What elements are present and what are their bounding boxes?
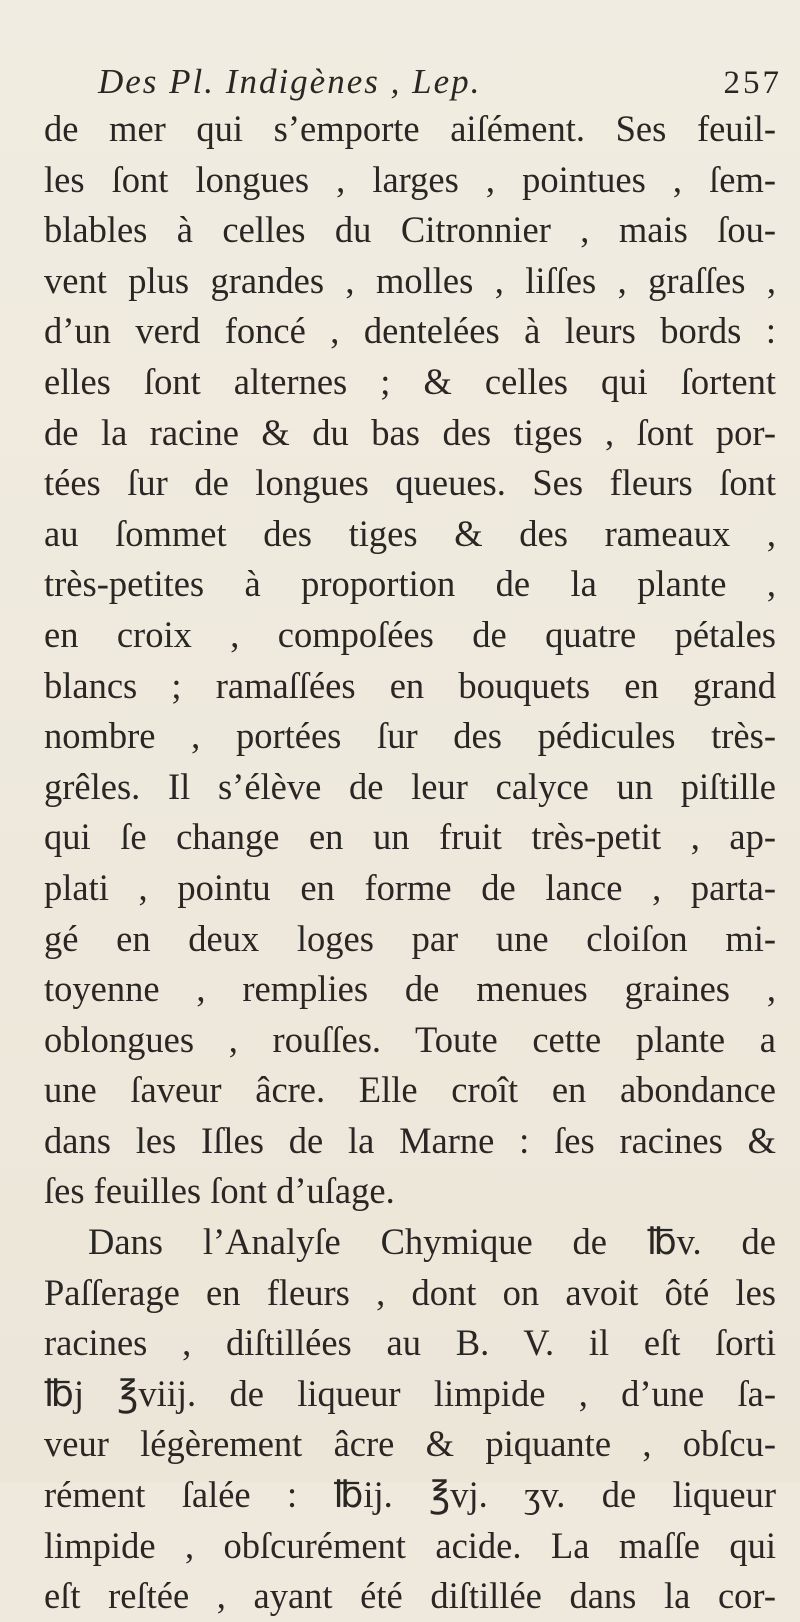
text-line: grêles. Il s’élève de leur calyce un piſtille [44, 765, 776, 807]
page-number: 257 [723, 65, 782, 101]
text-line: d’un verd foncé , dentelées à leurs bords : [44, 310, 776, 352]
text-line: racines , diſtillées au B. V. il eſt ſorti [44, 1322, 776, 1364]
text-line: blancs ; ramaſſées en bouquets en grand [44, 664, 776, 706]
text-line: toyenne , remplies de menues graines , [44, 968, 776, 1010]
text-line: veur légèrement âcre & piquante , obſcu- [44, 1423, 776, 1465]
text-line: une ſaveur âcre. Elle croît en abondance [44, 1069, 776, 1111]
text-line: de mer qui s’emporte aiſément. Ses feuil- [44, 108, 776, 149]
text-line: qui ſe change en un fruit très-petit , ap- [44, 816, 776, 858]
text-line: oblongues , rouſſes. Toute cette plante a [44, 1018, 776, 1060]
text-line: limpide , obſcurément acide. La maſſe qui [44, 1524, 776, 1566]
text-line: au ſommet des tiges & des rameaux , [44, 512, 776, 554]
text-line: dans les Iſles de la Marne : ſes racines & [44, 1119, 776, 1161]
body-text [44, 104, 776, 1622]
running-title: Des Pl. Indigènes , Lep. [98, 62, 482, 101]
text-line: les ſont longues , larges , pointues , ſem- [44, 158, 776, 200]
text-line: Paſſerage en fleurs , dont on avoit ôté les [44, 1271, 776, 1313]
text-line: de la racine & du bas des tiges , ſont por- [44, 411, 776, 453]
text-line: elles ſont alternes ; & celles qui ſortent [44, 360, 776, 402]
text-line: rément ſalée : ℔ij. ℥vj. ʒv. de liqueur [44, 1474, 776, 1516]
text-line: plati , pointu en forme de lance , parta- [44, 866, 776, 908]
text-line: ſes feuilles ſont d’uſage. [44, 1170, 395, 1212]
text-line: tées ſur de longues queues. Ses fleurs ſont [44, 462, 776, 504]
text-line: blables à celles du Citronnier , mais ſou- [44, 209, 776, 251]
text-line: en croix , compoſées de quatre pétales [44, 613, 776, 655]
text-line: gé en deux loges par une cloiſon mi- [44, 917, 776, 959]
text-line: nombre , portées ſur des pédicules très- [44, 715, 776, 757]
text-line: ℔j ℥viij. de liqueur limpide , d’une ſa- [44, 1372, 776, 1414]
text-line: très-petites à proportion de la plante , [44, 563, 776, 605]
running-header [40, 62, 782, 102]
text-line: vent plus grandes , molles , liſſes , graſſes , [44, 259, 776, 301]
text-line: eſt reſtée , ayant été diſtillée dans la cor- [44, 1575, 776, 1617]
text-line: Dans l’Analyſe Chymique de ℔v. de [88, 1221, 776, 1263]
